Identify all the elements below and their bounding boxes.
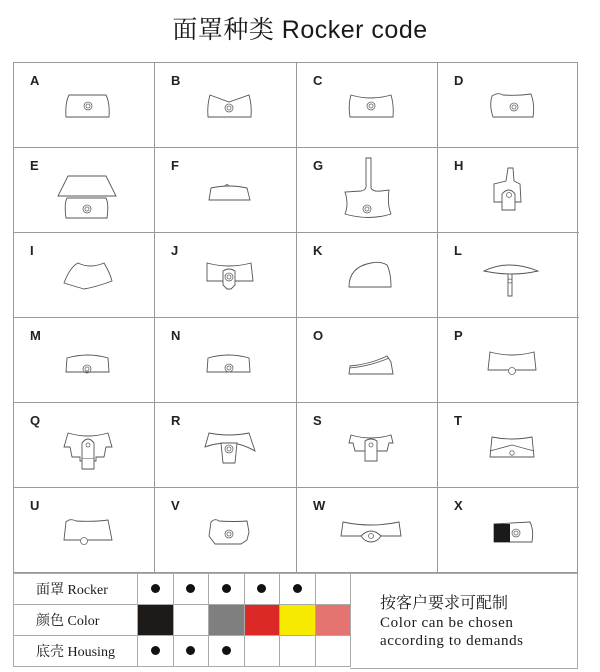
rocker-cell-w	[297, 488, 438, 574]
rocker-code-label: T	[454, 413, 462, 428]
rocker-code-label: N	[171, 328, 181, 343]
color-note	[350, 573, 578, 669]
note-chinese: 按客户要求可配制	[380, 593, 509, 612]
rocker-cell-s	[297, 403, 438, 488]
available-dot-icon	[151, 646, 160, 655]
housing-cell-1	[138, 636, 174, 667]
note-english-line-2: according to demands	[380, 633, 524, 649]
rocker-cell-g	[297, 148, 438, 233]
rocker-cell-x	[438, 488, 579, 574]
housing-row	[14, 636, 351, 667]
rocker-code-label: I	[30, 243, 34, 258]
note-english	[380, 614, 524, 650]
rocker-cell-r	[155, 403, 297, 488]
rocker-row-label: 面罩 Rocker	[14, 574, 138, 605]
rocker-code-label: V	[171, 498, 180, 513]
swatch-pink	[315, 605, 351, 636]
rocker-row	[14, 574, 351, 605]
rocker-code-label: Q	[30, 413, 41, 428]
rocker-cell-d	[438, 63, 579, 148]
housing-cell-2	[173, 636, 209, 667]
rocker-cell-k	[297, 233, 438, 318]
rocker-cell-2	[173, 574, 209, 605]
rocker-code-label: E	[30, 158, 39, 173]
rocker-code-label: L	[454, 243, 462, 258]
rocker-cell-i	[14, 233, 155, 318]
rocker-code-label: C	[313, 73, 323, 88]
rocker-cell-6	[315, 574, 351, 605]
housing-cell-3	[209, 636, 245, 667]
rocker-cell-f	[155, 148, 297, 233]
rocker-code-label: F	[171, 158, 179, 173]
rocker-cell-u	[14, 488, 155, 574]
rocker-code-label: B	[171, 73, 181, 88]
available-dot-icon	[222, 584, 231, 593]
housing-cell-6	[315, 636, 351, 667]
options-table	[13, 573, 351, 667]
swatch-black	[138, 605, 174, 636]
rocker-cell-t	[438, 403, 579, 488]
rocker-code-label: G	[313, 158, 324, 173]
available-dot-icon	[222, 646, 231, 655]
rocker-cell-l	[438, 233, 579, 318]
housing-cell-5	[280, 636, 316, 667]
available-dot-icon	[151, 584, 160, 593]
rocker-cell-e	[14, 148, 155, 233]
swatch-red	[244, 605, 280, 636]
rocker-cell-j	[155, 233, 297, 318]
rocker-code-label: X	[454, 498, 463, 513]
swatch-gray	[209, 605, 245, 636]
rocker-cell-a	[14, 63, 155, 148]
rocker-code-label: M	[30, 328, 41, 343]
rocker-code-label: J	[171, 243, 179, 258]
rocker-cell-v	[155, 488, 297, 574]
swatch-white	[173, 605, 209, 636]
rocker-code-label: P	[454, 328, 463, 343]
rocker-code-label: A	[30, 73, 40, 88]
rocker-code-label: R	[171, 413, 181, 428]
rocker-cell-n	[155, 318, 297, 403]
rocker-code-label: K	[313, 243, 323, 258]
rocker-cell-5	[280, 574, 316, 605]
color-row-label: 颜色 Color	[14, 605, 138, 636]
rocker-code-grid	[13, 62, 578, 573]
rocker-cell-h	[438, 148, 579, 233]
available-dot-icon	[186, 646, 195, 655]
rocker-code-label: S	[313, 413, 322, 428]
note-english-line-1: Color can be chosen	[380, 615, 514, 631]
housing-row-label: 底壳 Housing	[14, 636, 138, 667]
rocker-cell-b	[155, 63, 297, 148]
available-dot-icon	[257, 584, 266, 593]
rocker-code-label: W	[313, 498, 326, 513]
available-dot-icon	[293, 584, 302, 593]
page-title: 面罩种类 Rocker code	[172, 16, 428, 44]
swatch-yellow	[280, 605, 316, 636]
rocker-cell-q	[14, 403, 155, 488]
available-dot-icon	[186, 584, 195, 593]
rocker-cell-1	[138, 574, 174, 605]
rocker-cell-m	[14, 318, 155, 403]
rocker-code-label: D	[454, 73, 464, 88]
rocker-code-label: U	[30, 498, 40, 513]
rocker-cell-3	[209, 574, 245, 605]
rocker-cell-4	[244, 574, 280, 605]
rocker-cell-o	[297, 318, 438, 403]
rocker-code-label: H	[454, 158, 464, 173]
housing-cell-4	[244, 636, 280, 667]
rocker-code-label: O	[313, 328, 324, 343]
rocker-cell-p	[438, 318, 579, 403]
color-row	[14, 605, 351, 636]
rocker-cell-c	[297, 63, 438, 148]
